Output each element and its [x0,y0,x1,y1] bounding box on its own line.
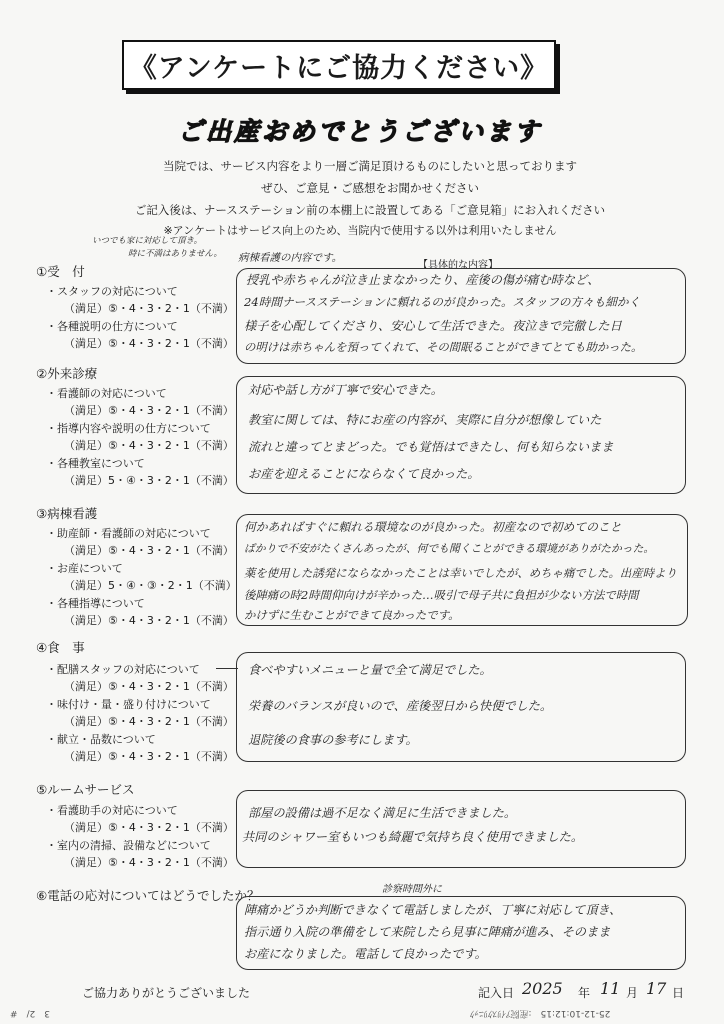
s2-comment-2: 教室に関しては、特にお産の内容が、実際に自分が想像していた [248,413,602,427]
s4-q1: ・配膳スタッフの対応について [46,663,200,676]
s1-scale2[interactable]: （満足）⑤・4・3・2・1（不満） [64,337,234,350]
s2-scale2[interactable]: （満足）⑤・4・3・2・1（不満） [64,439,234,452]
s3-comment-4: 後陣痛の時2時間仰向けが辛かった…吸引で母子共に負担が少ない方法で時間 [244,588,639,602]
s1-comment-2: 24時間ナースステーションに頼れるのが良かった。スタッフの方々も細かく [244,295,641,309]
section1-note-top: いつでも家に対応して頂き。 [92,236,203,246]
intro-note: ※アンケートはサービス向上のため、当院内で使用する以外は利用いたしません [163,224,557,237]
s2-q3: ・各種教室について [46,457,145,470]
s5-scale1[interactable]: （満足）⑤・4・3・2・1（不満） [64,821,234,834]
survey-title: 《アンケートにご協力ください》 [122,40,556,90]
s3-comment-1: 何かあればすぐに頼れる環境なのが良かった。初産なので初めてのこと [244,520,622,534]
s4-scale3[interactable]: （満足）⑤・4・3・2・1（不満） [64,750,234,763]
date-year[interactable]: 2025 [522,979,563,998]
s4-comment-3: 退院後の食事の参考にします。 [248,733,418,747]
section4-title: ④食 事 [36,640,85,655]
s3-q2: ・お産について [46,562,123,575]
s3-comment-3: 薬を使用した誘発にならなかったことは幸いでしたが、めちゃ痛でした。出産時より [244,566,677,580]
s2-q1: ・看護師の対応について [46,387,167,400]
s4-scale2[interactable]: （満足）⑤・4・3・2・1（不満） [64,715,234,728]
s4-q3: ・献立・品数について [46,733,156,746]
s4-scale1[interactable]: （満足）⑤・4・3・2・1（不満） [64,680,234,693]
s5-comment-2: 共同のシャワー室もいつも綺麗で気持ち良く使用できました。 [242,830,584,844]
s1-q2: ・各種説明の仕方について [46,320,178,333]
date-day[interactable]: 17 [646,979,667,998]
fax-header: 25-12-10:12:15 :産院ｱｲﾘｽｸﾘﾆｯｸ [470,1008,611,1018]
s2-q2: ・指導内容や説明の仕方について [46,422,211,435]
congrats-heading: ご出産おめでとうございます [177,117,542,146]
s1-comment-1: 授乳や赤ちゃんが泣き止まなかったり、産後の傷が痛む時など、 [246,273,600,287]
s4-comment-1: 食べやすいメニューと量で全て満足でした。 [248,663,492,677]
s2-comment-1: 対応や話し方が丁寧で安心できた。 [248,383,443,397]
s3-scale2[interactable]: （満足）5・④・③・2・1（不満） [64,579,237,592]
s4-q2: ・味付け・量・盛り付けについて [46,698,211,711]
section5-title: ⑤ルームサービス [36,782,135,797]
comment-header: 【具体的な内容】 [418,260,498,271]
s2-scale3[interactable]: （満足）5・④・3・2・1（不満） [64,474,234,487]
intro-line-1: 当院では、サービス内容をより一層ご満足頂けるものにしたいと思っております [163,159,577,173]
intro-line-3: ご記入後は、ナースステーション前の本棚上に設置してある「ご意見箱」にお入れください [134,203,606,217]
s2-comment-4: お産を迎えることにならなくて良かった。 [248,467,480,481]
date-year-unit: 年 [578,986,591,1000]
s6-note-above: 診察時間外に [382,884,442,895]
date-label: 記入日 [478,986,515,1000]
s6-comment-2: 指示通り入院の準備をして来院したら見事に陣痛が進み、そのまま [244,925,611,939]
s3-scale3[interactable]: （満足）⑤・4・3・2・1（不満） [64,614,234,627]
s3-comment-2: ばかりで不安がたくさんあったが、何でも聞くことができる環境がありがたかった。 [244,542,655,555]
date-month-unit: 月 [626,986,639,1000]
section6-title: ⑥電話の応対についてはどうでしたか？ [36,888,260,903]
date-day-unit: 日 [672,986,685,1000]
section1-note-ill: 病棟看護の内容です。 [238,252,343,264]
s1-scale1[interactable]: （満足）⑤・4・3・2・1（不満） [64,302,234,315]
section1-note-top2: 時に不満はありません。 [128,249,223,259]
s5-scale2[interactable]: （満足）⑤・4・3・2・1（不満） [64,856,234,869]
s1-comment-4: の明けは赤ちゃんを預ってくれて、その間眠ることができてとても助かった。 [244,340,643,354]
page-number: 3 2/ # [10,1008,51,1018]
s5-q1: ・看護助手の対応について [46,804,178,817]
section1-title: ①受 付 [36,264,85,279]
s6-comment-1: 陣痛かどうか判断できなくて電話しましたが、丁寧に対応して頂き、 [244,903,622,917]
s6-comment-3: お産になりました。電話して良かったです。 [244,947,487,961]
s4-comment-2: 栄養のバランスが良いので、産後翌日から快便でした。 [248,699,553,713]
s3-q3: ・各種指導について [46,597,145,610]
section2-title: ②外来診療 [36,366,98,381]
s5-q2: ・室内の清掃、設備などについて [46,839,211,852]
s4-connector-line [216,668,238,669]
s2-scale1[interactable]: （満足）⑤・4・3・2・1（不満） [64,404,234,417]
s1-comment-3: 様子を心配してくださり、安心して生活できた。夜泣きで完徹した日 [244,319,622,333]
s1-q1: ・スタッフの対応について [46,285,178,298]
date-month[interactable]: 11 [600,979,621,998]
s2-comment-3: 流れと違ってとまどった。でも覚悟はできたし、何も知らないまま [248,440,614,454]
thanks-text: ご協力ありがとうございました [82,986,251,1000]
intro-line-2: ぜひ、ご意見・ご感想をお聞かせください [260,181,480,195]
s3-scale1[interactable]: （満足）⑤・4・3・2・1（不満） [64,544,234,557]
section3-title: ③病棟看護 [36,506,98,521]
s3-q1: ・助産師・看護師の対応について [46,527,211,540]
s5-comment-1: 部屋の設備は過不足なく満足に生活できました。 [248,806,517,820]
s3-comment-5: かけずに生むことができて良かったです。 [244,608,460,622]
